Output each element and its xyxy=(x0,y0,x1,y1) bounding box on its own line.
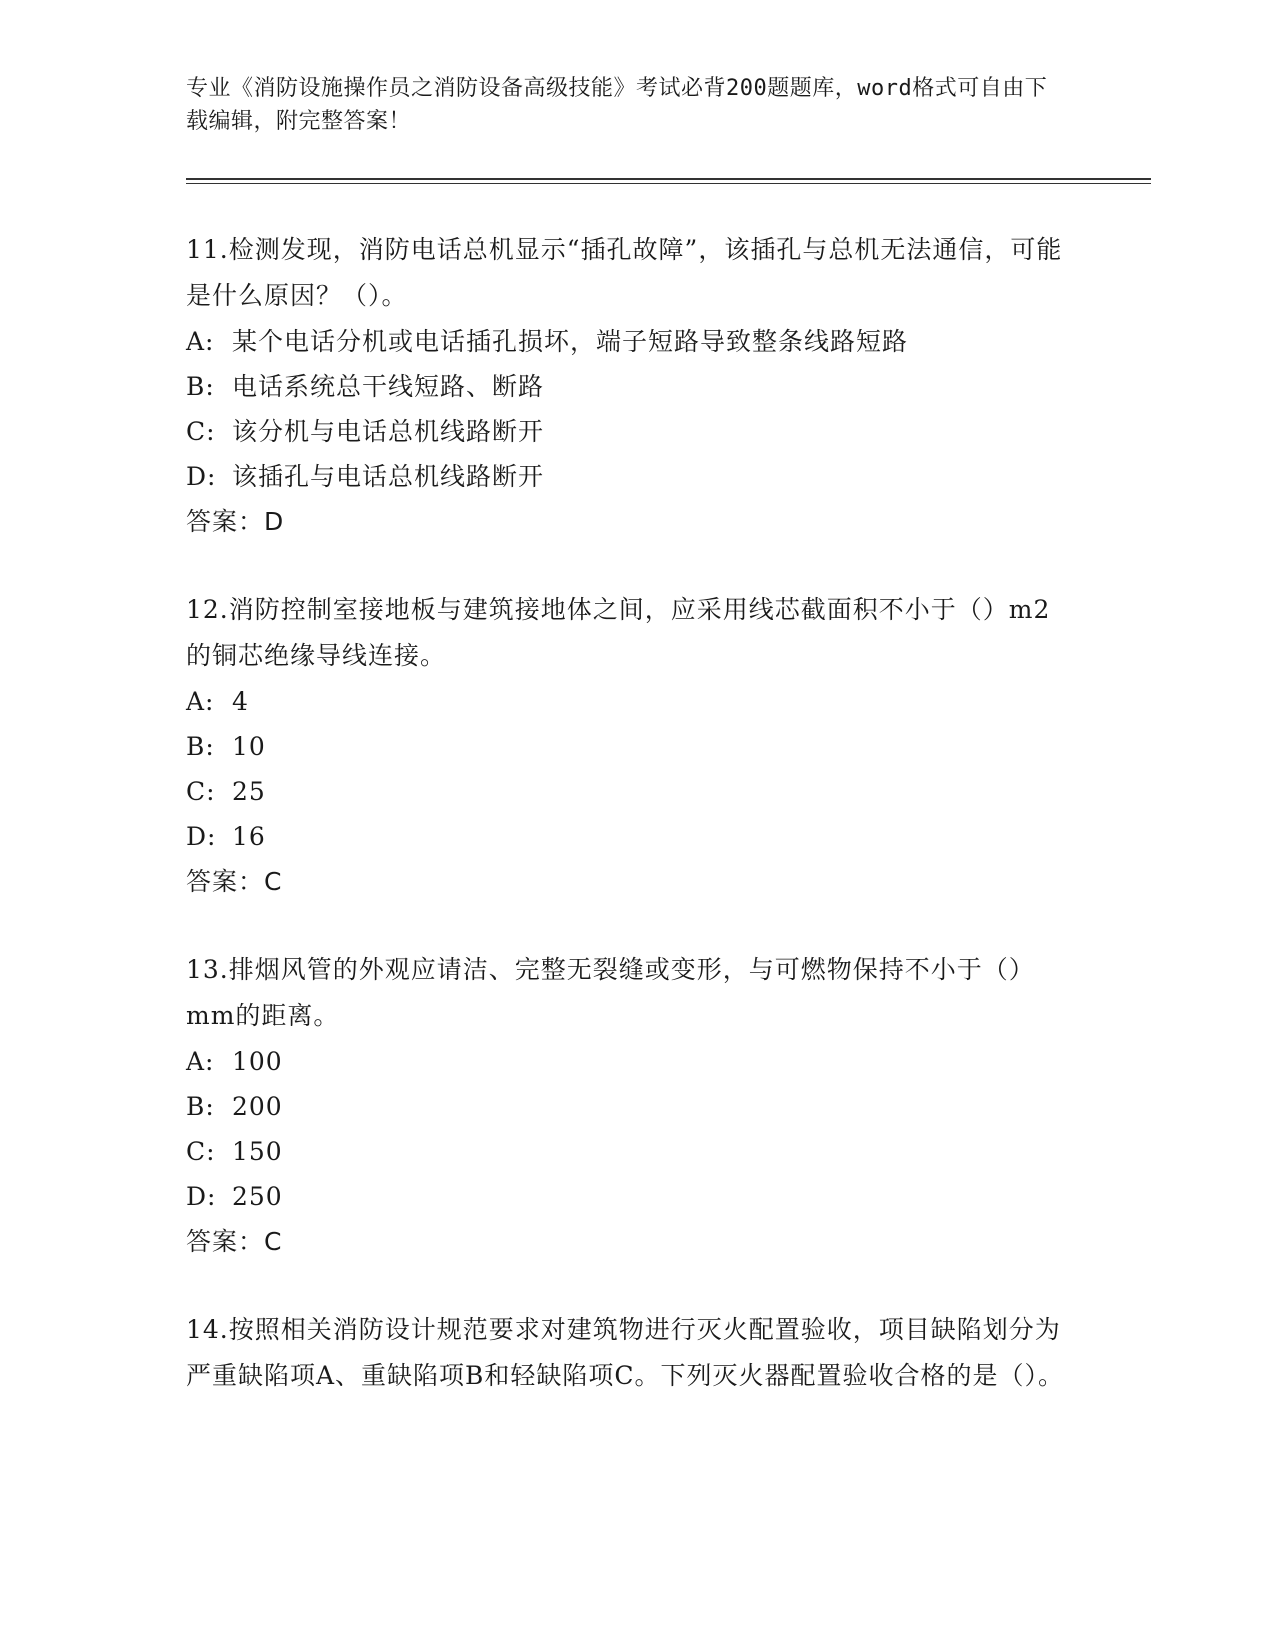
option-c xyxy=(186,769,1076,814)
question-stem: 11.检测发现，消防电话总机显示“插孔故障”，该插孔与总机无法通信，可能是什么原因？（）。 xyxy=(186,235,1063,310)
option-text: 250 xyxy=(232,1182,283,1211)
option-c xyxy=(186,1129,1076,1174)
option-letter: B: xyxy=(186,732,215,761)
option-letter: D: xyxy=(186,462,217,491)
option-text: 200 xyxy=(232,1092,283,1121)
answer-label: 答案：C xyxy=(186,1227,283,1256)
option-letter: A: xyxy=(186,687,215,716)
option-letter: C: xyxy=(186,417,216,446)
option-text: 150 xyxy=(232,1137,283,1166)
option-text: 该插孔与电话总机线路断开 xyxy=(232,462,545,491)
option-text: 该分机与电话总机线路断开 xyxy=(232,417,545,446)
option-text: 25 xyxy=(232,777,266,806)
option-c xyxy=(186,409,1076,454)
option-d xyxy=(186,1174,1076,1219)
option-d xyxy=(186,814,1076,859)
question-11 xyxy=(186,227,1076,545)
option-a xyxy=(186,679,1076,724)
option-text: 4 xyxy=(232,687,249,716)
option-a xyxy=(186,319,1076,364)
option-letter: B: xyxy=(186,1092,215,1121)
document-header: 专业《消防设施操作员之消防设备高级技能》考试必背200题题库，word格式可自由下载编辑，附完整答案！ xyxy=(186,76,1048,134)
option-b xyxy=(186,364,1076,409)
question-stem: 14.按照相关消防设计规范要求对建筑物进行灭火配置验收，项目缺陷划分为严重缺陷项A、重缺陷项B和轻缺陷项C。下列灭火器配置验收合格的是（）。 xyxy=(186,1315,1065,1390)
header-rule-thin xyxy=(186,183,1151,184)
option-text: 电话系统总干线短路、断路 xyxy=(232,372,545,401)
option-letter: C: xyxy=(186,777,216,806)
option-d xyxy=(186,454,1076,499)
answer-label: 答案：D xyxy=(186,507,285,536)
question-14 xyxy=(186,1307,1076,1399)
option-letter: A: xyxy=(186,1047,215,1076)
option-b xyxy=(186,724,1076,769)
option-a xyxy=(186,1039,1076,1084)
option-letter: D: xyxy=(186,822,217,851)
header-rule-thick xyxy=(186,178,1151,180)
option-letter: D: xyxy=(186,1182,217,1211)
question-12 xyxy=(186,587,1076,905)
option-text: 100 xyxy=(232,1047,283,1076)
option-text: 某个电话分机或电话插孔损坏，端子短路导致整条线路短路 xyxy=(232,327,909,356)
option-b xyxy=(186,1084,1076,1129)
question-stem: 12.消防控制室接地板与建筑接地体之间，应采用线芯截面积不小于（）m2的铜芯绝缘导线连接。 xyxy=(186,595,1051,670)
question-13 xyxy=(186,947,1076,1265)
question-stem: 13.排烟风管的外观应请洁、完整无裂缝或变形，与可燃物保持不小于（）mm的距离。 xyxy=(186,955,1035,1030)
option-letter: C: xyxy=(186,1137,216,1166)
option-text: 10 xyxy=(232,732,266,761)
option-text: 16 xyxy=(232,822,266,851)
answer-label: 答案：C xyxy=(186,867,283,896)
option-letter: A: xyxy=(186,327,215,356)
option-letter: B: xyxy=(186,372,215,401)
